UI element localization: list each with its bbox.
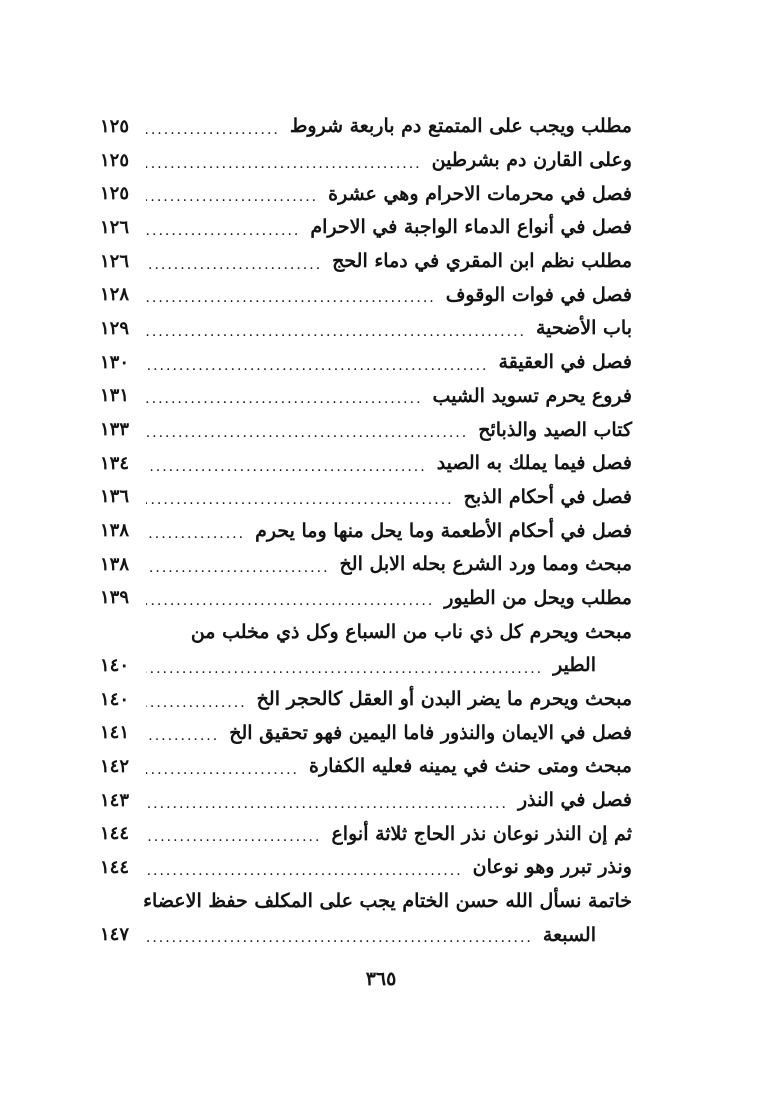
toc-entry-title: مبحث ومما ورد الشرع بحله الابل الخ bbox=[339, 553, 632, 576]
toc-entry-title: مبحث ومتى حنث في يمينه فعليه الكفارة bbox=[309, 755, 632, 778]
toc-entry bbox=[100, 615, 632, 649]
toc-entry-title: فصل في أحكام الأطعمة وما يحل منها وما يحرم bbox=[255, 519, 632, 542]
toc-entry bbox=[100, 110, 632, 144]
dot-leader bbox=[146, 426, 468, 440]
toc-entry-title: مطلب ويجب على المتمتع دم باربعة شروط bbox=[289, 115, 632, 138]
toc-entry-page: ١٤١ bbox=[100, 722, 130, 744]
toc-entry-title: فصل في أنواع الدماء الواجبة في الاحرام bbox=[310, 216, 632, 239]
toc-entry-title: خاتمة نسأل الله حسن الختام يجب على المكلف حفظ الاعضاء bbox=[143, 890, 632, 913]
dot-leader bbox=[146, 864, 463, 878]
table-of-contents bbox=[100, 110, 632, 952]
toc-entry bbox=[100, 784, 632, 818]
page-number: ٣٦٥ bbox=[365, 968, 397, 990]
dot-leader bbox=[146, 696, 247, 710]
toc-entry bbox=[100, 481, 632, 515]
dot-leader bbox=[146, 931, 533, 945]
toc-entry bbox=[100, 548, 632, 582]
toc-entry-title: ثم إن النذر نوعان نذر الحاج ثلاثة أنواع bbox=[331, 822, 632, 845]
toc-entry bbox=[100, 885, 632, 919]
toc-entry bbox=[100, 211, 632, 245]
dot-leader bbox=[146, 493, 454, 507]
toc-entry-page: ١٣١ bbox=[100, 385, 130, 407]
toc-entry-title: فروع يحرم تسويد الشيب bbox=[432, 384, 632, 407]
toc-entry-page: ١٢٦ bbox=[100, 250, 130, 272]
dot-leader bbox=[146, 527, 245, 541]
toc-entry-page: ١٤٧ bbox=[100, 924, 130, 946]
dot-leader bbox=[146, 763, 299, 777]
dot-leader bbox=[146, 830, 321, 844]
toc-entry-page: ١٤٠ bbox=[100, 688, 130, 710]
toc-entry-page: ١٣٨ bbox=[100, 553, 130, 575]
toc-entry bbox=[100, 683, 632, 717]
dot-leader bbox=[146, 662, 543, 676]
toc-entry-title: مبحث ويحرم كل ذي ناب من السباع وكل ذي مخلب من bbox=[190, 620, 632, 643]
toc-entry-title: فصل في فوات الوقوف bbox=[445, 283, 632, 306]
toc-entry-page: ١٣٤ bbox=[100, 452, 130, 474]
dot-leader bbox=[146, 797, 508, 811]
toc-entry bbox=[100, 582, 632, 616]
toc-entry-title: فصل في العقيقة bbox=[498, 351, 632, 374]
toc-entry-page: ١٢٥ bbox=[100, 149, 130, 171]
toc-entry-title: السبعة bbox=[542, 923, 596, 946]
toc-entry bbox=[100, 514, 632, 548]
toc-entry-page: ١٤٤ bbox=[100, 823, 130, 845]
toc-entry-page: ١٤٣ bbox=[100, 789, 130, 811]
dot-leader bbox=[146, 258, 322, 272]
toc-entry bbox=[100, 750, 632, 784]
dot-leader bbox=[146, 594, 434, 608]
toc-entry bbox=[100, 447, 632, 481]
toc-entry bbox=[100, 144, 632, 178]
toc-entry bbox=[100, 716, 632, 750]
toc-entry-page: ١٢٦ bbox=[100, 216, 130, 238]
dot-leader bbox=[146, 392, 423, 406]
dot-leader bbox=[146, 291, 436, 305]
toc-entry bbox=[100, 346, 632, 380]
toc-entry-page: ١٤٠ bbox=[100, 654, 130, 676]
dot-leader bbox=[146, 224, 300, 238]
toc-entry-title: فصل في أحكام الذبح bbox=[463, 485, 632, 508]
toc-entry bbox=[100, 817, 632, 851]
toc-entry bbox=[100, 380, 632, 414]
toc-entry bbox=[100, 919, 632, 953]
dot-leader bbox=[146, 325, 526, 339]
toc-entry-title: فصل فيما يملك به الصيد bbox=[436, 452, 632, 475]
toc-entry-page: ١٣٠ bbox=[100, 351, 130, 373]
toc-entry-title: ونذر تبرر وهو نوعان bbox=[472, 856, 632, 879]
dot-leader bbox=[146, 561, 330, 575]
dot-leader bbox=[146, 729, 219, 743]
dot-leader bbox=[146, 157, 422, 171]
toc-entry-title: فصل في محرمات الاحرام وهي عشرة bbox=[328, 182, 632, 205]
dot-leader bbox=[146, 190, 318, 204]
toc-entry-page: ١٢٩ bbox=[100, 317, 130, 339]
toc-entry-page: ١٢٥ bbox=[100, 115, 130, 137]
toc-entry bbox=[100, 278, 632, 312]
toc-entry-title: مبحث ويحرم ما يضر البدن أو العقل كالحجر الخ bbox=[256, 688, 632, 711]
toc-entry-page: ١٢٨ bbox=[100, 284, 130, 306]
toc-entry-page: ١٤٢ bbox=[100, 755, 130, 777]
dot-leader bbox=[146, 359, 489, 373]
toc-entry-page: ١٣٦ bbox=[100, 486, 130, 508]
toc-entry-title: مطلب ويحل من الطيور bbox=[444, 586, 632, 609]
toc-entry-title: الطير bbox=[553, 654, 596, 677]
toc-entry-page: ١٣٨ bbox=[100, 520, 130, 542]
toc-entry bbox=[100, 851, 632, 885]
toc-entry-title: مطلب نظم ابن المقري في دماء الحج bbox=[332, 250, 632, 273]
toc-entry-page: ١٢٥ bbox=[100, 183, 130, 205]
toc-entry bbox=[100, 245, 632, 279]
toc-entry-page: ١٣٣ bbox=[100, 419, 130, 441]
dot-leader bbox=[146, 123, 280, 137]
dot-leader bbox=[146, 460, 427, 474]
toc-entry bbox=[100, 649, 632, 683]
toc-entry-page: ١٣٩ bbox=[100, 587, 130, 609]
toc-entry bbox=[100, 177, 632, 211]
toc-entry bbox=[100, 312, 632, 346]
toc-entry-title: وعلى القارن دم بشرطين bbox=[431, 149, 632, 172]
toc-entry-title: فصل في النذر bbox=[517, 789, 632, 812]
toc-entry bbox=[100, 413, 632, 447]
toc-entry-title: باب الأضحية bbox=[535, 317, 632, 340]
toc-entry-page: ١٤٤ bbox=[100, 856, 130, 878]
toc-entry-title: كتاب الصيد والذبائح bbox=[478, 418, 632, 441]
toc-entry-title: فصل في الايمان والنذور فاما اليمين فهو تحقيق الخ bbox=[229, 721, 632, 744]
